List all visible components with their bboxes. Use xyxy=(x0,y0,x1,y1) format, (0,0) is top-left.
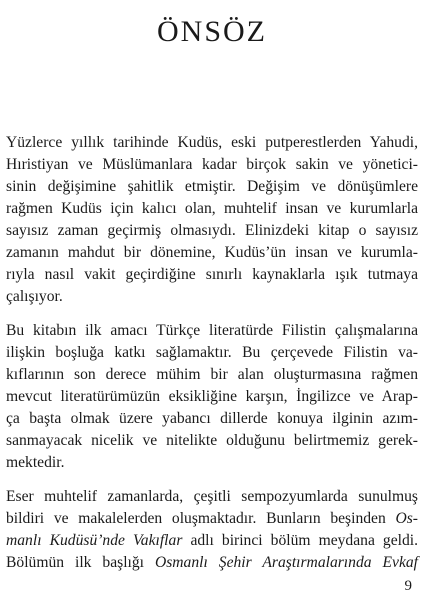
paragraph-3-line-2: bildiri ve makalelerden oluşmaktadır. Bunların beşinden Os- xyxy=(6,510,418,527)
paragraph-1-line-8: çalışıyor. xyxy=(6,288,63,305)
paragraph-1-line-1: Yüzlerce yıllık tarihinde Kudüs, eski putperestlerden Yahudi, xyxy=(6,134,418,151)
paragraph-2-line-4: mevcut literatürümüzün eksikliğine karşın, İngilizce ve Arap- xyxy=(6,388,418,405)
page-title: ÖNSÖZ xyxy=(156,15,267,49)
paragraph-1-line-2: Hıristiyan ve Müslümanlara kadar birçok sakin ve yönetici- xyxy=(6,156,418,173)
paragraph-2-line-7: mektedir. xyxy=(6,454,65,471)
paragraph-2-line-3: kıflarının son derece mühim bir alan oluşturmasına rağmen xyxy=(6,366,418,383)
paragraph-3-line-1: Eser muhtelif zamanlarda, çeşitli sempozyumlarda sunulmuş xyxy=(6,488,418,505)
page-number: 9 xyxy=(404,578,412,594)
paragraph-3-line-3: manlı Kudüsü’nde Vakıflar adlı birinci bölüm meydana geldi. xyxy=(6,532,419,549)
paragraph-2-line-6: sanmayacak nicelik ve nitelikte olduğunu belirtmemiz gerek- xyxy=(6,432,418,449)
paragraph-2-line-2: ilişkin boşluğa katkı sağlamaktır. Bu çerçevede Filistin va- xyxy=(6,344,418,361)
paragraph-1-line-4: rağmen Kudüs için kalıcı olan, muhtelif insan ve kurumlarla xyxy=(6,200,418,217)
paragraph-1-line-3: sinin değişimine şahitlik etmiştir. Değişim ve dönüşümlere xyxy=(6,178,418,195)
paragraph-3-line-4: Bölümün ilk başlığı Osmanlı Şehir Araştırmalarında Evkaf xyxy=(6,554,418,571)
paragraph-2-line-5: ça başta olmak üzere yabancı dillerde konuya ilginin azım- xyxy=(6,410,418,427)
paragraph-1-line-6: zamanın mahdut bir dönemine, Kudüs’ün insan ve kurumla- xyxy=(6,244,418,261)
paragraph-2-line-1: Bu kitabın ilk amacı Türkçe literatürde Filistin çalışmalarına xyxy=(6,322,418,339)
paragraph-1-line-7: rıyla nasıl vakit geçirdiğine sınırlı kaynaklarla ışık tutmaya xyxy=(6,266,418,283)
paragraph-1-line-5: sayısız zaman geçirmiş olmasıydı. Elinizdeki kitap o sayısız xyxy=(6,222,418,239)
